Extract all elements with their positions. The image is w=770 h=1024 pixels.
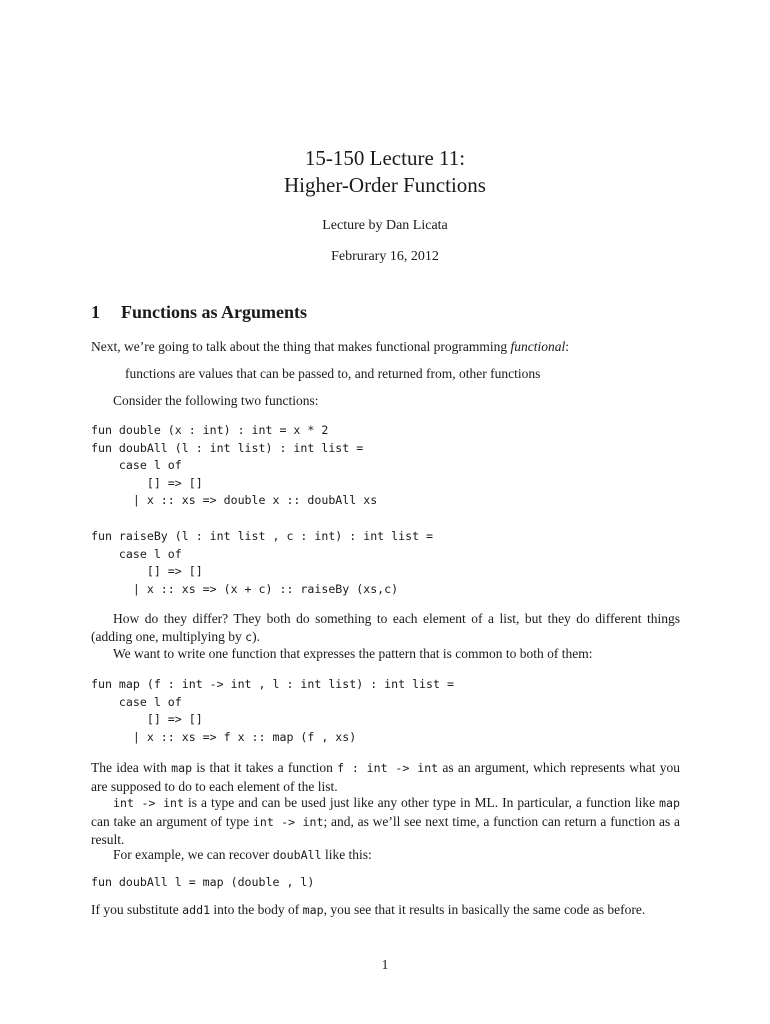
idea-text-2: is that it takes a function (192, 760, 338, 775)
differ-paragraph (91, 610, 680, 646)
type-code-map: map (659, 796, 680, 810)
type-text-1: is a type and can be used just like any other type in ML. In particular, a function like (184, 795, 660, 810)
idea-text-3: as an argument, which represents what you are supposed to do to each element of the list. (91, 760, 680, 794)
substitute-code-add1: add1 (182, 903, 211, 917)
intro-emphasis: functional (510, 339, 566, 354)
title-line-2: Higher-Order Functions (284, 173, 486, 197)
section-number: 1 (91, 302, 100, 322)
code-block-double: fun double (x : int) : int = x * 2 fun doubAll (l : int list) : int list = case l of [] => [] | x :: xs => double x :: doubAll xs (91, 423, 378, 508)
idea-code-type: f : int -> int (337, 761, 439, 775)
idea-code-map: map (171, 761, 193, 775)
example-paragraph (91, 846, 680, 865)
consider-paragraph: Consider the following two functions: (113, 393, 319, 408)
intro-text: Next, we’re going to talk about the thing that makes functional programming (91, 339, 511, 354)
section-heading (91, 302, 307, 323)
type-text-3: ; and, as we’ll see next time, a function can return a function as a result. (91, 813, 680, 847)
intro-paragraph (91, 338, 680, 356)
date-line: Februrary 16, 2012 (331, 249, 439, 264)
code-block-map: fun map (f : int -> int , l : int list) : int list = case l of [] => [] | x :: xs => f x :: map (f , xs) (91, 677, 454, 744)
idea-text-1: The idea with (91, 760, 172, 775)
intro-colon: : (565, 339, 570, 354)
substitute-text-3: , you see that it results in basically the same code as before. (323, 902, 646, 917)
code-block-raiseby: fun raiseBy (l : int list , c : int) : int list = case l of [] => [] | x :: xs => (x + c) :: raiseBy (xs,c) (91, 529, 434, 596)
differ-code: c (245, 629, 253, 644)
substitute-text-1: If you substitute (91, 902, 183, 917)
type-code-2: int -> int (252, 814, 324, 829)
substitute-text-2: into the body of (210, 902, 303, 917)
title-line-1: 15-150 Lecture 11: (304, 146, 466, 170)
type-code-1: int -> int (113, 796, 185, 810)
code-block-doubAll: fun doubAll l = map (double , l) (91, 875, 315, 889)
substitute-code-map: map (302, 903, 324, 917)
example-text-2: like this: (321, 847, 372, 862)
substitute-paragraph (91, 901, 680, 920)
differ-text-end: ). (252, 628, 260, 644)
quote-paragraph: functions are values that can be passed to, and returned from, other functions (125, 366, 541, 381)
want-paragraph: We want to write one function that expresses the pattern that is common to both of them: (113, 646, 593, 661)
idea-paragraph (91, 759, 680, 795)
type-paragraph (91, 794, 680, 849)
example-code: doubAll (272, 848, 322, 862)
example-text-1: For example, we can recover (113, 847, 273, 862)
page-number: 1 (381, 957, 389, 972)
author-line: Lecture by Dan Licata (322, 218, 448, 233)
type-text-2: can take an argument of type (91, 813, 253, 829)
section-title: Functions as Arguments (121, 302, 308, 322)
differ-text: How do they differ? They both do something to each element of a list, but they do different things (adding one, multiplying by (91, 611, 680, 644)
